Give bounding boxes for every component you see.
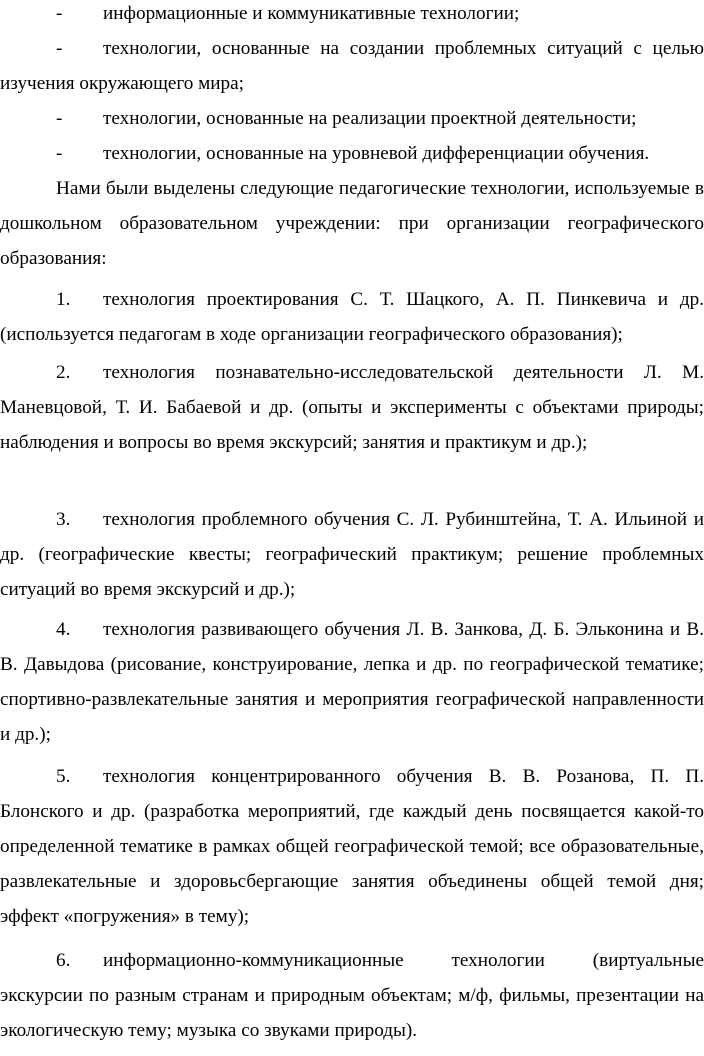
list-number: 2. [56, 362, 71, 383]
list-number: 3. [56, 509, 71, 530]
bullet-marker: - [56, 38, 63, 59]
list-item-3 [0, 503, 704, 608]
intro-paragraph: Нами были выделены следующие педагогические технологии, используемые в дошкольном образовательном учреждении: при организации географического образования: [0, 178, 704, 269]
list-number: 4. [56, 619, 71, 640]
bullet-item-2 [0, 32, 704, 102]
bullet-text: информационные и коммуникативные технологии; [103, 3, 520, 24]
bullet-marker: - [56, 143, 63, 164]
list-text: технология познавательно-исследовательской деятельности Л. М. Маневцовой, Т. И. Бабаевой и др. (опыты и эксперименты с объектами природы; наблюдения и вопросы во время экскурсий; занятия и практикум и др.); [0, 362, 704, 453]
bullet-text: технологии, основанные на уровневой дифференциации обучения. [103, 143, 650, 164]
list-number: 6. [56, 950, 71, 971]
bullet-text: технологии, основанные на создании проблемных ситуаций с целью изучения окружающего мира; [0, 38, 704, 94]
bullet-item-3 [0, 102, 704, 137]
list-item-2 [0, 356, 704, 461]
list-item-6 [0, 944, 704, 1049]
bullet-text: технологии, основанные на реализации проектной деятельности; [103, 108, 637, 129]
bullet-marker: - [56, 3, 63, 24]
list-item-4 [0, 613, 704, 753]
bullet-item-1 [0, 0, 704, 32]
list-text: технология проблемного обучения С. Л. Рубинштейна, Т. А. Ильиной и др. (географические квесты; географический практикум; решение проблемных ситуаций во время экскурсий и др.); [0, 509, 704, 600]
list-text: технология концентрированного обучения В. В. Розанова, П. П. Блонского и др. (разработка мероприятий, где каждый день посвящается какой-то определенной тематике в рамках общей географической темой; все образовательные, развлекательные и здоровьсбергающие занятия объединены общей темой дня; эффект «погружения» в тему); [0, 766, 704, 927]
bullet-marker: - [56, 108, 63, 129]
list-item-5 [0, 760, 704, 935]
list-text: технология проектирования С. Т. Шацкого, А. П. Пинкевича и др. (используется педагогам в ходе организации географического образования); [0, 289, 704, 345]
list-item-1 [0, 283, 704, 353]
list-text: технология развивающего обучения Л. В. Занкова, Д. Б. Эльконина и В. В. Давыдова (рисование, конструирование, лепка и др. по географической тематике; спортивно-развлекательные занятия и мероприятия географической направленности и др.); [0, 619, 704, 745]
list-number: 5. [56, 766, 71, 787]
bullet-item-4 [0, 137, 704, 172]
list-number: 1. [56, 289, 71, 310]
list-text: информационно-коммуникационные технологии (виртуальные экскурсии по разным странам и природным объектам; м/ф, фильмы, презентации на экологическую тему; музыка со звуками природы). [0, 950, 704, 1041]
